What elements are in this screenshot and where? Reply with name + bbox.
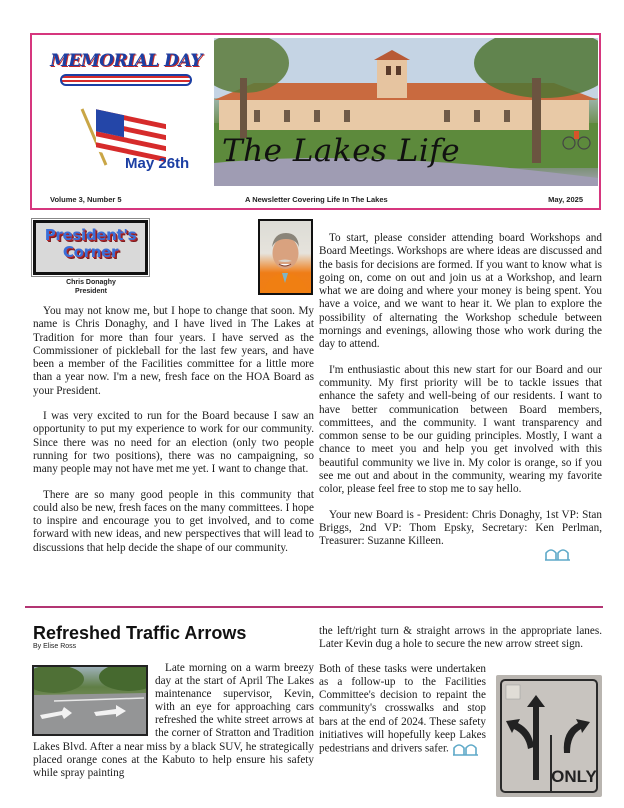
lane-sign-photo [496, 675, 602, 797]
author-caption [40, 279, 142, 296]
letter-paragraph: To start, please consider attending board Workshops and Board Meetings. Workshops are where ideas are discussed and the basis for decisions are formed. If you want to know what is going on, come on out and join us at a Workshop, and learn what we are doing and where your money is being spent. You have a voice, and we want to hear it. We plan to explore the possibility of alternating the Workshop schedule between mornings and evenings, allowing those who work during the day to attend. [319, 232, 602, 351]
letter-paragraph: I was very excited to run for the Board because I saw an opportunity to put my experience to work for our community. Since there was no need for an election (only two people running for two positions), there was no campaigning, so many people may not have met me yet. I want to change that. [33, 410, 314, 476]
memorial-day-logo [46, 51, 206, 86]
presidents-letter-left-column [33, 305, 314, 567]
presidents-letter-right-column [319, 232, 602, 561]
article-paragraph: Late morning on a warm breezy day at the start of April The Lakes maintenance supervisor, Kevin, with an eye for approaching cars refreshed the white street arrows at the corner of Stratton and Tradition Lakes Blvd. After a near miss by a black SUV, he strategically placed orange cones at the Kabuto to help ensure his safety while spray painting [33, 662, 314, 779]
letter-paragraph: You may not know me, but I hope to change that soon. My name is Chris Donaghy, and I have lived in The Lakes at Tradition for more than four years. I have served as the Commissioner of pickleball for the last few years, and have been a member of the Facilities committee for a little more than a year now. I'm a new, fresh face on the HOA Board as your President. [33, 305, 314, 397]
president-portrait-photo [258, 219, 313, 295]
presidents-corner-badge [33, 220, 148, 275]
section-divider [25, 606, 603, 608]
tagline: A Newsletter Covering Life In The Lakes [245, 195, 388, 204]
masthead [30, 33, 601, 210]
lakes-logo-icon [544, 547, 572, 561]
badge-line-2: Corner [62, 243, 119, 261]
flag-banner-icon [60, 74, 192, 86]
badge-line-1: President's [44, 226, 137, 244]
portrait-illustration [260, 221, 311, 293]
sign-only-text: ONLY [551, 767, 597, 786]
memorial-day-title: MEMORIAL DAY [50, 51, 202, 71]
lane-arrows-sign-icon [496, 675, 602, 797]
newsletter-title: The Lakes Life [222, 133, 461, 169]
article-left-column [33, 662, 314, 780]
clubhouse-painting [214, 38, 598, 186]
article-title: Refreshed Traffic Arrows [33, 623, 247, 643]
letter-paragraph: I'm enthusiastic about this new start for our Board and our community. My first priority will be to tackle issues that enhance the safety and well-being of our residents. I want to have better communication between Board members, committees, and the community. I want transparency and common sense to be our guiding principles. Mostly, I want a chance to meet you and help you get involved with this beautiful community we live in. My color is orange, so if you see me out and about in the community, wearing my favorite color, please feel free to stop me to say hello. [319, 363, 602, 496]
board-members-paragraph: Your new Board is - President: Chris Donaghy, 1st VP: Stan Briggs, 2nd VP: Thom Epsky, Secretary: Ken Perlman, Treasurer: Suzanne Killeen. [319, 508, 602, 548]
author-role: President [75, 287, 107, 295]
lakes-logo-icon [452, 742, 480, 756]
article-paragraph: the left/right turn & straight arrows in the appropriate lanes. Later Kevin dug a hole to secure the new arrow street sign. [319, 625, 602, 651]
letter-paragraph: There are so many good people in this community that could also be new, fresh faces on the many committees. I hope to inspire and encourage you to get involved, and to come forward with new ideas, and new perspectives that will lead to discussions that help decide the shape of our community. [33, 488, 314, 554]
article-byline: By Elise Ross [33, 643, 77, 650]
memorial-day-date: May 26th [125, 155, 190, 172]
volume-number: Volume 3, Number 5 [50, 195, 122, 204]
article-paragraph: Both of these tasks were undertaken as a follow-up to the Facilities Committee's decision to repaint the community's crosswalks and stop bars at the end of 2024. These safety initiatives will hopefully keep Lakes pedestrians and drivers safer. [319, 663, 486, 755]
issue-date: May, 2025 [548, 195, 583, 204]
author-name: Chris Donaghy [66, 279, 116, 286]
